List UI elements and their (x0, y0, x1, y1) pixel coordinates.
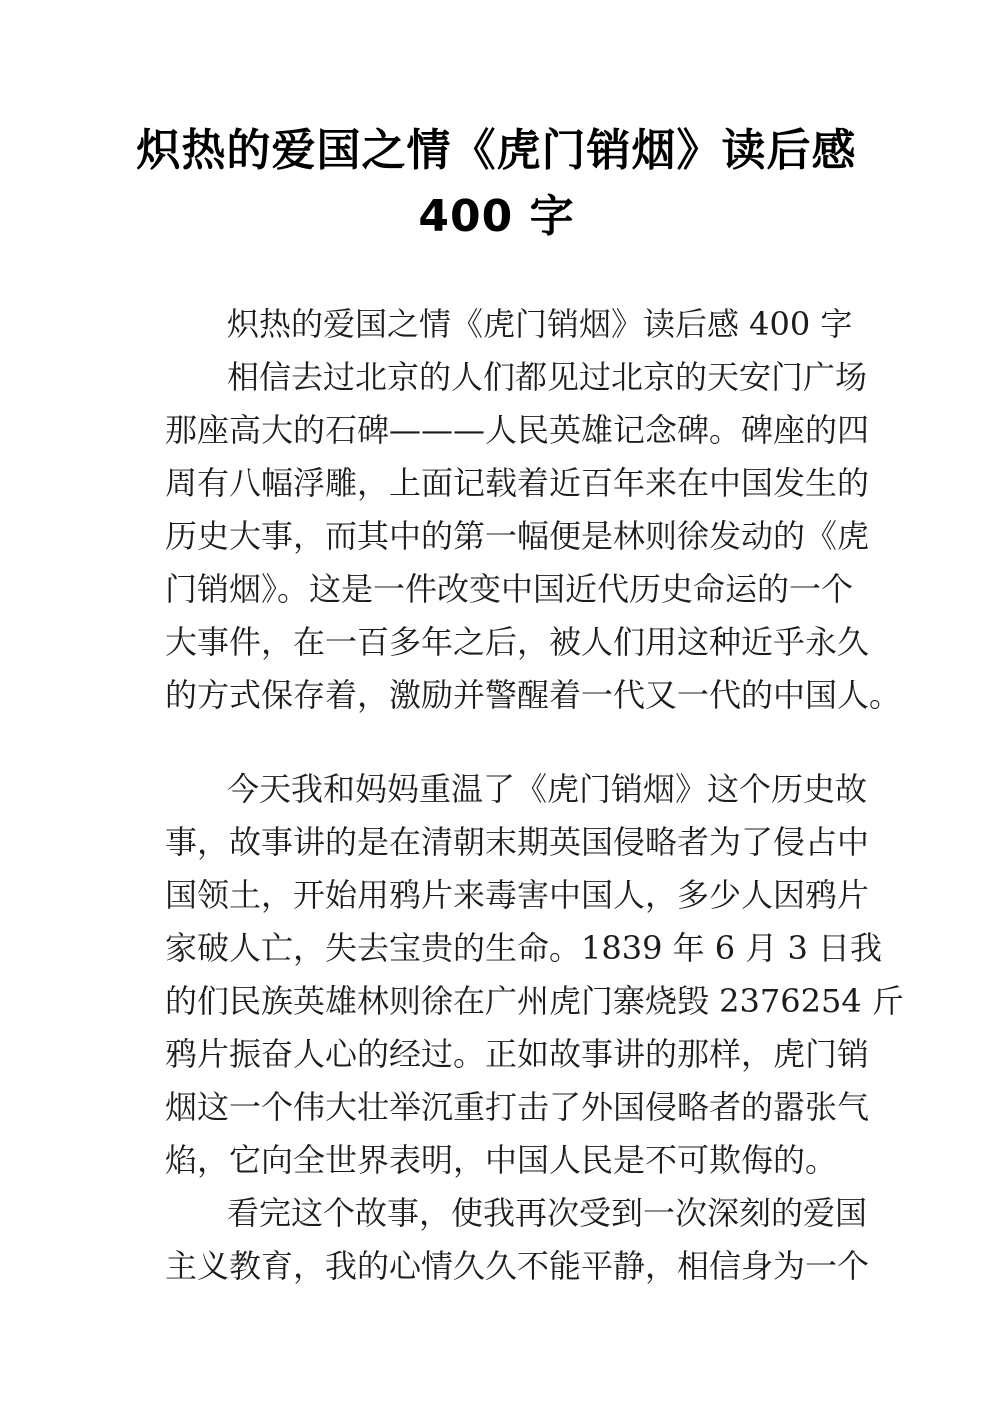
text-line: 炽热的爱国之情《虎门销烟》读后感 400 字 (227, 305, 853, 343)
text-line: 的方式保存着，激励并警醒着一代又一代的中国人。 (165, 676, 902, 714)
text-line: 今天我和妈妈重温了《虎门销烟》这个历史故 (227, 770, 868, 808)
text-line: 门销烟》。这是一件改变中国近代历史命运的一个 (165, 570, 854, 608)
text-line: 焰，它向全世界表明，中国人民是不可欺侮的。 (165, 1141, 838, 1179)
text-line: 国领土，开始用鸦片来毒害中国人，多少人因鸦片 (165, 876, 870, 914)
text-line: 主义教育，我的心情久久不能平静，相信身为一个 (165, 1247, 870, 1285)
text-line: 历史大事，而其中的第一幅便是林则徐发动的《虎 (165, 517, 870, 555)
text-line: 鸦片振奋人心的经过。正如故事讲的那样，虎门销 (165, 1035, 870, 1073)
text-line: 烟这一个伟大壮举沉重打击了外国侵略者的嚣张气 (165, 1088, 870, 1126)
text-line: 相信去过北京的人们都见过北京的天安门广场 (227, 358, 868, 396)
text-line: 的们民族英雄林则徐在广州虎门寨烧毁 2376254 斤 (165, 982, 904, 1020)
text-line: 周有八幅浮雕，上面记载着近百年来在中国发生的 (165, 464, 870, 502)
document-body (165, 298, 904, 1293)
text-line: 看完这个故事，使我再次受到一次深刻的爱国 (227, 1194, 868, 1232)
document-title-line2: 400 字 (418, 191, 575, 242)
text-line: 事，故事讲的是在清朝末期英国侵略者为了侵占中 (165, 823, 870, 861)
document-title-line1: 炽热的爱国之情《虎门销烟》读后感 (136, 125, 857, 176)
document-title (80, 118, 913, 250)
text-line: 那座高大的石碑———人民英雄记念碑。碑座的四 (165, 411, 870, 449)
text-line: 大事件，在一百多年之后，被人们用这种近乎永久 (165, 623, 870, 661)
text-line: 家破人亡，失去宝贵的生命。1839 年 6 月 3 日我 (165, 929, 883, 967)
